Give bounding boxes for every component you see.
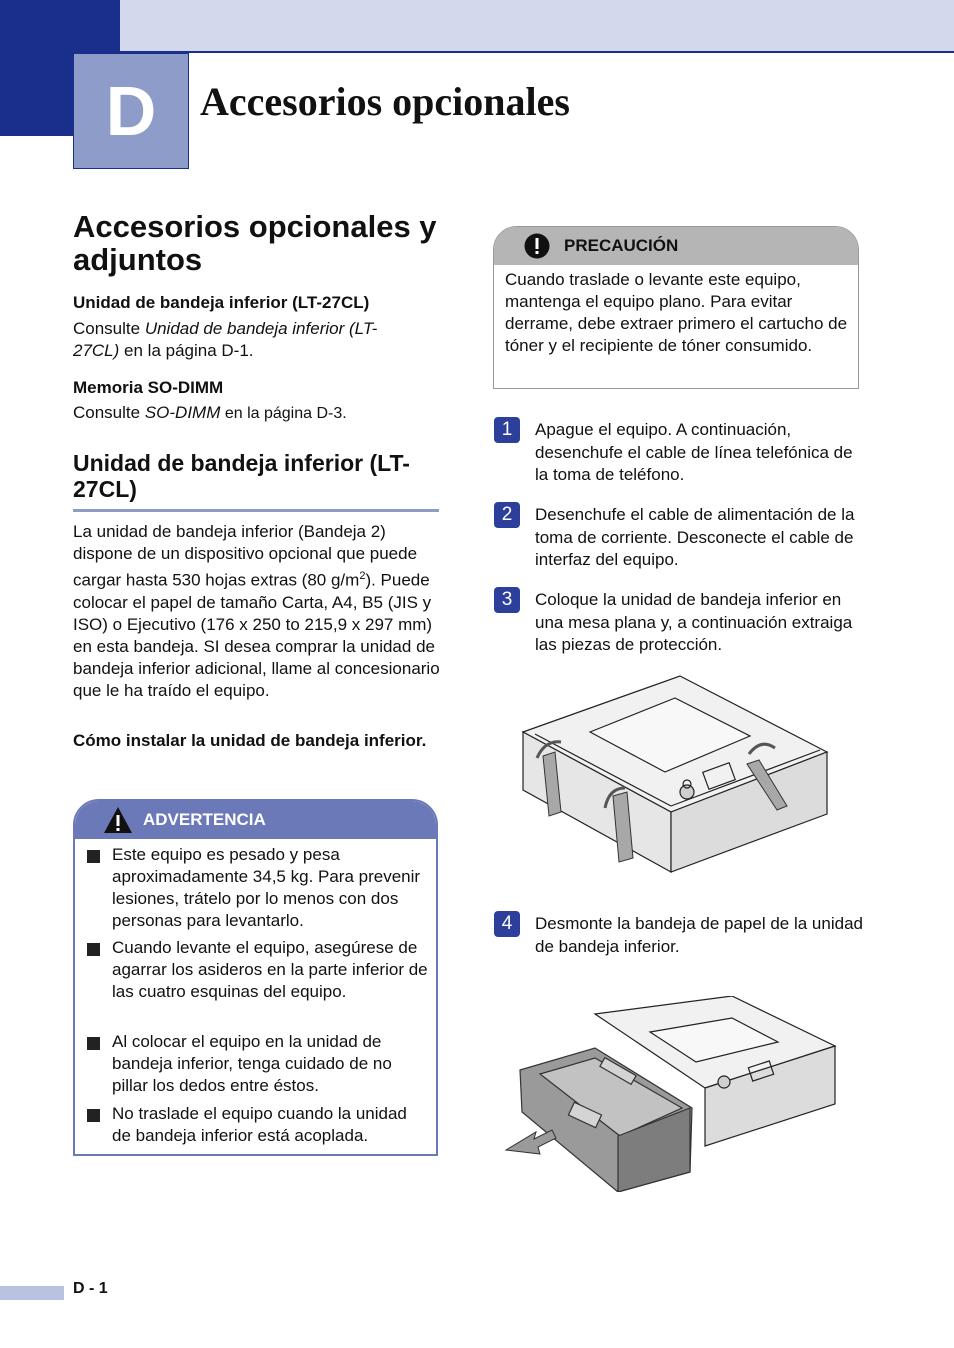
item1-text: Consulte Unidad de bandeja inferior (LT-27CL) en la página D-1. <box>73 319 378 360</box>
chapter-letter: D <box>105 72 157 150</box>
footer-bar <box>0 1286 64 1300</box>
heading-rule <box>73 509 439 512</box>
warning-item: Cuando levante el equipo, asegúrese de agarrar los asideros en la parte inferior de las cuatro esquinas del equipo. <box>112 938 428 1001</box>
header-band <box>120 0 954 53</box>
step-number: 3 <box>494 587 520 613</box>
install-heading: Cómo instalar la unidad de bandeja inferior. <box>73 731 427 750</box>
item1-title: Unidad de bandeja inferior (LT-27CL) <box>73 293 370 312</box>
page-number: D - 1 <box>73 1280 108 1297</box>
bullet-icon <box>87 850 100 863</box>
bullet-icon <box>87 1037 100 1050</box>
step-number: 1 <box>494 417 520 443</box>
step-text: Desenchufe el cable de alimentación de la toma de corriente. Desconecte el cable de interfaz del equipo. <box>535 505 855 569</box>
caution-text: Cuando traslade o levante este equipo, mantenga el equipo plano. Para evitar derrame, debe extraer primero el cartucho de tóner y el recipiente de tóner consumido. <box>505 270 848 355</box>
bullet-icon <box>87 943 100 956</box>
step-text: Coloque la unidad de bandeja inferior en una mesa plana y, a continuación extraiga las piezas de protección. <box>535 590 853 654</box>
step-text: Desmonte la bandeja de papel de la unidad de bandeja inferior. <box>535 914 863 956</box>
step-number: 2 <box>494 502 520 528</box>
exclamation-triangle-icon <box>103 806 133 834</box>
chapter-title: Accesorios opcionales <box>200 79 570 124</box>
bullet-icon <box>87 1109 100 1122</box>
exclamation-circle-icon <box>524 233 550 259</box>
subsection-heading: Unidad de bandeja inferior (LT-27CL) <box>73 450 410 502</box>
tray-unit-illustration <box>515 672 835 894</box>
warning-title: ADVERTENCIA <box>143 810 266 829</box>
caution-header <box>494 227 858 265</box>
item2-title: Memoria SO-DIMM <box>73 378 224 397</box>
intro-paragraph: La unidad de bandeja inferior (Bandeja 2) dispone de un dispositivo opcional que puede cargar hasta 530 hojas extras (80 $g/m^2$). Puede colocar el papel de tamaño Carta, A4, B5 (JIS y ISO) o Ejecutivo (176 x 250 to 215,9 x 297 mm) en esta bandeja. SI desea comprar la unidad de bandeja inferior adicional, llame al concesionario que le ha traído el equipo. <box>73 522 440 700</box>
item1-link[interactable]: Unidad de bandeja inferior (LT-27CL) <box>73 319 378 360</box>
remove-tray-illustration <box>500 996 845 1192</box>
warning-item: No traslade el equipo cuando la unidad de bandeja inferior está acoplada. <box>112 1104 407 1145</box>
section-heading: Accesorios opcionales y adjuntos <box>73 209 437 277</box>
caution-title: PRECAUCIÓN <box>564 236 679 255</box>
warning-header <box>75 801 436 839</box>
step-number: 4 <box>494 911 520 937</box>
caution-box <box>493 226 859 389</box>
step-text: Apague el equipo. A continuación, desenchufe el cable de línea telefónica de la toma de teléfono. <box>535 420 853 484</box>
warning-item: Al colocar el equipo en la unidad de bandeja inferior, tenga cuidado de no pillar los dedos entre éstos. <box>112 1032 392 1095</box>
chapter-letter-box <box>73 53 189 169</box>
item2-text: Consulte SO-DIMM en la página D-3. <box>73 403 347 422</box>
item2-link[interactable]: SO-DIMM <box>144 403 221 422</box>
warning-item: Este equipo es pesado y pesa aproximadamente 34,5 kg. Para prevenir lesiones, trátelo por lo menos con dos personas para levantarlo. <box>112 845 421 930</box>
warning-box <box>73 799 438 1156</box>
